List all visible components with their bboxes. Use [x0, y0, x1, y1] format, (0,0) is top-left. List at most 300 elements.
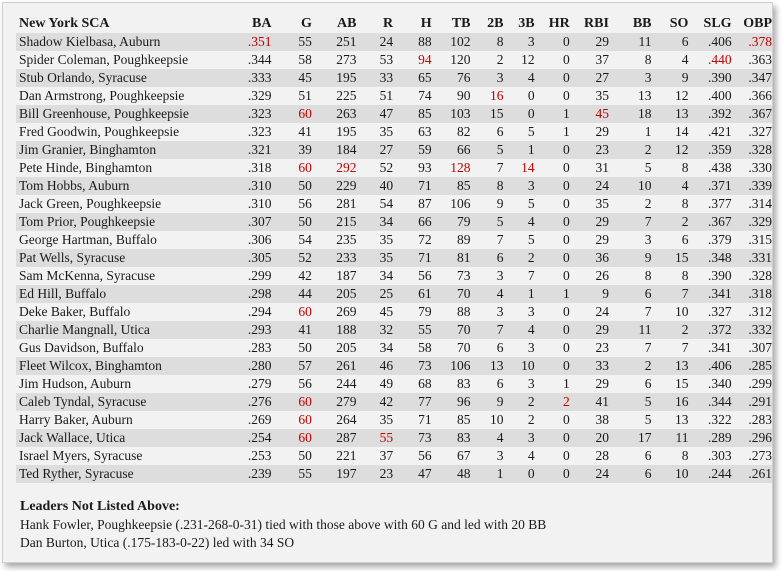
stat-cell-h: 47 — [393, 465, 432, 483]
table-row — [16, 69, 772, 87]
stat-cell-2b: 16 — [471, 87, 504, 105]
col-header: AB — [337, 16, 357, 31]
stat-cell-h: 63 — [393, 123, 432, 141]
stat-cell-rbi: 33 — [570, 357, 609, 375]
stat-cell-slg: .421 — [688, 123, 731, 141]
stat-cell-3b: 1 — [504, 141, 535, 159]
stat-cell-g: 54 — [272, 231, 312, 249]
table-row — [16, 303, 772, 321]
stat-cell-so: 8 — [652, 195, 689, 213]
stat-cell-3b: 12 — [504, 51, 535, 69]
stat-cell-h: 72 — [393, 231, 432, 249]
stat-cell-tb: 73 — [432, 267, 471, 285]
stat-cell-tb: 102 — [432, 33, 471, 51]
stat-cell-ab: 229 — [312, 177, 357, 195]
stat-cell-ba: .351 — [219, 33, 271, 51]
stat-cell-r: 45 — [356, 303, 393, 321]
stat-cell-ab: 205 — [312, 285, 357, 303]
stat-cell-tb: 48 — [432, 465, 471, 483]
stat-cell-2b: 9 — [471, 393, 504, 411]
stat-cell-3b: 14 — [504, 159, 535, 177]
stat-cell-rbi: 35 — [570, 87, 609, 105]
table-row — [16, 429, 772, 447]
stat-cell-rbi: 23 — [570, 339, 609, 357]
stat-cell-r: 35 — [356, 411, 393, 429]
stat-cell-h: 73 — [393, 357, 432, 375]
stat-cell-rbi: 29 — [570, 213, 609, 231]
player-name: Sam McKenna, Syracuse — [16, 267, 219, 285]
col-header: 3B — [518, 16, 535, 31]
stat-cell-ba: .294 — [219, 303, 271, 321]
stat-cell-ba: .254 — [219, 429, 271, 447]
stat-cell-tb: 85 — [432, 411, 471, 429]
stat-cell-slg: .406 — [688, 33, 731, 51]
batting-stats-table — [16, 15, 772, 483]
table-row — [16, 249, 772, 267]
stat-cell-2b: 7 — [471, 321, 504, 339]
stat-cell-obp: .307 — [732, 339, 772, 357]
col-header: SO — [669, 16, 689, 31]
stat-cell-slg: .359 — [688, 141, 731, 159]
table-row — [16, 159, 772, 177]
table-body — [16, 33, 772, 483]
stat-cell-g: 39 — [272, 141, 312, 159]
stat-cell-ab: 187 — [312, 267, 357, 285]
stat-cell-slg: .289 — [688, 429, 731, 447]
stat-cell-tb: 70 — [432, 285, 471, 303]
stat-cell-so: 15 — [652, 249, 689, 267]
player-name: Caleb Tyndal, Syracuse — [16, 393, 219, 411]
leaders-title: Leaders Not Listed Above: — [20, 499, 180, 514]
stat-cell-h: 88 — [393, 33, 432, 51]
stat-cell-slg: .341 — [688, 339, 731, 357]
stat-cell-hr: 0 — [535, 465, 570, 483]
player-name: Deke Baker, Buffalo — [16, 303, 219, 321]
stat-cell-ab: 184 — [312, 141, 357, 159]
stat-cell-tb: 106 — [432, 195, 471, 213]
stat-cell-2b: 3 — [471, 69, 504, 87]
table-row — [16, 465, 772, 483]
stat-cell-obp: .328 — [732, 141, 772, 159]
stat-cell-obp: .363 — [732, 51, 772, 69]
stat-cell-r: 47 — [356, 105, 393, 123]
stat-cell-slg: .341 — [688, 285, 731, 303]
stat-cell-g: 50 — [272, 447, 312, 465]
stat-cell-ab: 287 — [312, 429, 357, 447]
stat-cell-rbi: 24 — [570, 177, 609, 195]
stat-cell-3b: 3 — [504, 33, 535, 51]
col-header: R — [382, 16, 394, 31]
stat-cell-hr: 0 — [535, 69, 570, 87]
stat-cell-hr: 0 — [535, 267, 570, 285]
stat-cell-rbi: 20 — [570, 429, 609, 447]
table-row — [16, 213, 772, 231]
stat-cell-rbi: 36 — [570, 249, 609, 267]
stat-cell-ab: 279 — [312, 393, 357, 411]
table-row — [16, 339, 772, 357]
stat-cell-3b: 3 — [504, 177, 535, 195]
stat-cell-so: 13 — [652, 411, 689, 429]
stat-cell-tb: 90 — [432, 87, 471, 105]
stat-cell-ba: .321 — [219, 141, 271, 159]
stat-cell-h: 94 — [393, 51, 432, 69]
stat-cell-ab: 269 — [312, 303, 357, 321]
stat-cell-g: 55 — [272, 33, 312, 51]
stat-cell-g: 60 — [272, 303, 312, 321]
stat-cell-bb: 11 — [609, 33, 652, 51]
player-name: Jack Wallace, Utica — [16, 429, 219, 447]
stat-cell-bb: 11 — [609, 321, 652, 339]
table-row — [16, 33, 772, 51]
stat-cell-bb: 2 — [609, 141, 652, 159]
stat-cell-2b: 8 — [471, 177, 504, 195]
stat-cell-so: 13 — [652, 105, 689, 123]
stat-cell-tb: 82 — [432, 123, 471, 141]
table-row — [16, 357, 772, 375]
stat-cell-slg: .244 — [688, 465, 731, 483]
table-row — [16, 393, 772, 411]
stat-cell-slg: .372 — [688, 321, 731, 339]
stat-cell-3b: 1 — [504, 285, 535, 303]
stat-cell-rbi: 28 — [570, 447, 609, 465]
player-name: Bill Greenhouse, Poughkeepsie — [16, 105, 219, 123]
table-row — [16, 177, 772, 195]
stat-cell-bb: 2 — [609, 357, 652, 375]
stat-cell-obp: .366 — [732, 87, 772, 105]
stat-cell-ab: 273 — [312, 51, 357, 69]
col-header: H — [420, 16, 432, 31]
stat-cell-hr: 1 — [535, 123, 570, 141]
stat-cell-g: 60 — [272, 393, 312, 411]
stat-cell-tb: 76 — [432, 69, 471, 87]
stat-cell-r: 53 — [356, 51, 393, 69]
stat-cell-r: 34 — [356, 339, 393, 357]
col-header: BB — [632, 16, 652, 31]
stat-cell-obp: .318 — [732, 285, 772, 303]
stat-cell-so: 12 — [652, 141, 689, 159]
stat-cell-3b: 4 — [504, 213, 535, 231]
stat-cell-2b: 7 — [471, 231, 504, 249]
table-row — [16, 123, 772, 141]
stat-cell-h: 65 — [393, 69, 432, 87]
stat-cell-g: 50 — [272, 213, 312, 231]
stat-cell-2b: 3 — [471, 303, 504, 321]
stat-cell-h: 93 — [393, 159, 432, 177]
stat-cell-h: 59 — [393, 141, 432, 159]
stat-cell-tb: 103 — [432, 105, 471, 123]
stat-cell-rbi: 24 — [570, 303, 609, 321]
player-name: Fleet Wilcox, Binghamton — [16, 357, 219, 375]
stat-cell-obp: .327 — [732, 123, 772, 141]
stat-cell-rbi: 9 — [570, 285, 609, 303]
stat-cell-3b: 5 — [504, 231, 535, 249]
stat-cell-2b: 5 — [471, 213, 504, 231]
stat-cell-tb: 120 — [432, 51, 471, 69]
stat-cell-slg: .390 — [688, 69, 731, 87]
stat-cell-slg: .406 — [688, 357, 731, 375]
stat-cell-rbi: 27 — [570, 69, 609, 87]
stat-cell-hr: 1 — [535, 285, 570, 303]
stat-cell-r: 51 — [356, 87, 393, 105]
stat-cell-ba: .239 — [219, 465, 271, 483]
stat-cell-ba: .323 — [219, 105, 271, 123]
player-name: George Hartman, Buffalo — [16, 231, 219, 249]
stat-cell-h: 61 — [393, 285, 432, 303]
stat-cell-ba: .329 — [219, 87, 271, 105]
stat-cell-r: 46 — [356, 357, 393, 375]
stat-cell-g: 41 — [272, 123, 312, 141]
stat-cell-so: 15 — [652, 375, 689, 393]
stat-cell-rbi: 23 — [570, 141, 609, 159]
stat-cell-hr: 0 — [535, 195, 570, 213]
stat-cell-2b: 5 — [471, 141, 504, 159]
stat-cell-obp: .329 — [732, 213, 772, 231]
stat-cell-so: 12 — [652, 87, 689, 105]
player-name: Pete Hinde, Binghamton — [16, 159, 219, 177]
stat-cell-tb: 83 — [432, 429, 471, 447]
stat-cell-h: 85 — [393, 105, 432, 123]
stat-cell-r: 35 — [356, 249, 393, 267]
stat-cell-hr: 0 — [535, 33, 570, 51]
stat-cell-g: 50 — [272, 339, 312, 357]
stat-cell-3b: 3 — [504, 339, 535, 357]
stat-cell-obp: .312 — [732, 303, 772, 321]
stat-cell-g: 42 — [272, 267, 312, 285]
stat-cell-3b: 5 — [504, 195, 535, 213]
stat-cell-h: 71 — [393, 249, 432, 267]
stat-cell-ab: 292 — [312, 159, 357, 177]
table-row — [16, 267, 772, 285]
stat-cell-so: 2 — [652, 321, 689, 339]
stat-cell-bb: 5 — [609, 411, 652, 429]
stat-cell-obp: .378 — [732, 33, 772, 51]
stat-cell-h: 58 — [393, 339, 432, 357]
stat-cell-bb: 7 — [609, 339, 652, 357]
stat-cell-bb: 18 — [609, 105, 652, 123]
stat-cell-slg: .303 — [688, 447, 731, 465]
stat-cell-3b: 0 — [504, 465, 535, 483]
col-header: OBP — [743, 16, 772, 31]
stat-cell-bb: 9 — [609, 249, 652, 267]
stat-cell-slg: .400 — [688, 87, 731, 105]
stat-cell-h: 56 — [393, 267, 432, 285]
player-name: Tom Hobbs, Auburn — [16, 177, 219, 195]
col-header: SLG — [703, 16, 732, 31]
stat-cell-tb: 106 — [432, 357, 471, 375]
stat-cell-so: 8 — [652, 267, 689, 285]
stat-cell-g: 60 — [272, 411, 312, 429]
stat-cell-h: 56 — [393, 447, 432, 465]
player-name: Ed Hill, Buffalo — [16, 285, 219, 303]
stat-cell-hr: 0 — [535, 159, 570, 177]
stat-cell-3b: 3 — [504, 375, 535, 393]
stat-cell-3b: 2 — [504, 411, 535, 429]
stat-cell-h: 66 — [393, 213, 432, 231]
stat-cell-hr: 0 — [535, 303, 570, 321]
stat-cell-rbi: 29 — [570, 123, 609, 141]
stat-cell-obp: .283 — [732, 411, 772, 429]
stat-cell-so: 7 — [652, 339, 689, 357]
stat-cell-tb: 128 — [432, 159, 471, 177]
stat-cell-obp: .330 — [732, 159, 772, 177]
stats-panel — [2, 2, 773, 563]
player-name: Dan Armstrong, Poughkeepsie — [16, 87, 219, 105]
stat-cell-rbi: 31 — [570, 159, 609, 177]
stat-cell-ab: 251 — [312, 33, 357, 51]
stat-cell-r: 24 — [356, 33, 393, 51]
stat-cell-rbi: 45 — [570, 105, 609, 123]
player-name: Tom Prior, Poughkeepsie — [16, 213, 219, 231]
stat-cell-3b: 4 — [504, 447, 535, 465]
stat-cell-bb: 5 — [609, 393, 652, 411]
stat-cell-ab: 225 — [312, 87, 357, 105]
player-name: Jim Hudson, Auburn — [16, 375, 219, 393]
stat-cell-bb: 6 — [609, 375, 652, 393]
stat-cell-slg: .390 — [688, 267, 731, 285]
stat-cell-so: 6 — [652, 33, 689, 51]
col-header: BA — [252, 16, 272, 31]
stat-cell-obp: .299 — [732, 375, 772, 393]
stat-cell-hr: 0 — [535, 249, 570, 267]
stat-cell-so: 16 — [652, 393, 689, 411]
stat-cell-tb: 67 — [432, 447, 471, 465]
stat-cell-r: 34 — [356, 213, 393, 231]
stat-cell-ab: 197 — [312, 465, 357, 483]
stat-cell-g: 44 — [272, 285, 312, 303]
stat-cell-slg: .379 — [688, 231, 731, 249]
player-name: Charlie Mangnall, Utica — [16, 321, 219, 339]
stat-cell-bb: 6 — [609, 447, 652, 465]
stat-cell-r: 34 — [356, 267, 393, 285]
stat-cell-slg: .344 — [688, 393, 731, 411]
stat-cell-2b: 6 — [471, 123, 504, 141]
stat-cell-obp: .331 — [732, 249, 772, 267]
stat-cell-hr: 1 — [535, 105, 570, 123]
stat-cell-bb: 3 — [609, 69, 652, 87]
stat-cell-bb: 8 — [609, 51, 652, 69]
stat-cell-tb: 79 — [432, 213, 471, 231]
stat-cell-r: 35 — [356, 231, 393, 249]
stat-cell-h: 74 — [393, 87, 432, 105]
stat-cell-bb: 3 — [609, 231, 652, 249]
stat-cell-3b: 4 — [504, 69, 535, 87]
stat-cell-h: 55 — [393, 321, 432, 339]
stat-cell-r: 32 — [356, 321, 393, 339]
stat-cell-slg: .348 — [688, 249, 731, 267]
stat-cell-so: 4 — [652, 177, 689, 195]
stat-cell-r: 35 — [356, 123, 393, 141]
stat-cell-g: 41 — [272, 321, 312, 339]
col-header: G — [301, 16, 312, 31]
stat-cell-ba: .305 — [219, 249, 271, 267]
stat-cell-so: 7 — [652, 285, 689, 303]
stat-cell-2b: 15 — [471, 105, 504, 123]
stat-cell-hr: 0 — [535, 321, 570, 339]
stat-cell-tb: 85 — [432, 177, 471, 195]
stat-cell-g: 60 — [272, 105, 312, 123]
stat-cell-ab: 281 — [312, 195, 357, 213]
stat-cell-2b: 9 — [471, 195, 504, 213]
player-name: Israel Myers, Syracuse — [16, 447, 219, 465]
stat-cell-hr: 0 — [535, 141, 570, 159]
stat-cell-ba: .276 — [219, 393, 271, 411]
stat-cell-tb: 89 — [432, 231, 471, 249]
stat-cell-rbi: 38 — [570, 411, 609, 429]
stat-cell-g: 56 — [272, 195, 312, 213]
col-header: RBI — [584, 16, 609, 31]
stat-cell-ba: .318 — [219, 159, 271, 177]
player-name: Jack Green, Poughkeepsie — [16, 195, 219, 213]
stat-cell-g: 52 — [272, 249, 312, 267]
stat-cell-rbi: 37 — [570, 51, 609, 69]
stat-cell-hr: 0 — [535, 339, 570, 357]
stat-cell-ab: 221 — [312, 447, 357, 465]
stat-cell-tb: 96 — [432, 393, 471, 411]
stat-cell-hr: 1 — [535, 375, 570, 393]
stat-cell-obp: .347 — [732, 69, 772, 87]
table-row — [16, 87, 772, 105]
stat-cell-slg: .371 — [688, 177, 731, 195]
stat-cell-2b: 3 — [471, 447, 504, 465]
stat-cell-tb: 81 — [432, 249, 471, 267]
stat-cell-obp: .261 — [732, 465, 772, 483]
stat-cell-2b: 8 — [471, 33, 504, 51]
stat-cell-bb: 2 — [609, 195, 652, 213]
table-row — [16, 231, 772, 249]
stat-cell-ba: .279 — [219, 375, 271, 393]
stat-cell-g: 55 — [272, 465, 312, 483]
stat-cell-slg: .340 — [688, 375, 731, 393]
stat-cell-3b: 7 — [504, 267, 535, 285]
table-row — [16, 375, 772, 393]
stat-cell-ab: 235 — [312, 231, 357, 249]
stat-cell-obp: .291 — [732, 393, 772, 411]
stat-cell-2b: 10 — [471, 411, 504, 429]
stat-cell-ab: 195 — [312, 123, 357, 141]
stat-cell-tb: 83 — [432, 375, 471, 393]
stat-cell-3b: 2 — [504, 249, 535, 267]
stat-cell-2b: 4 — [471, 285, 504, 303]
stat-cell-slg: .377 — [688, 195, 731, 213]
stat-cell-tb: 66 — [432, 141, 471, 159]
stat-cell-3b: 5 — [504, 123, 535, 141]
stat-cell-hr: 0 — [535, 429, 570, 447]
stat-cell-h: 77 — [393, 393, 432, 411]
stat-cell-ab: 233 — [312, 249, 357, 267]
stat-cell-ba: .310 — [219, 195, 271, 213]
stat-cell-r: 40 — [356, 177, 393, 195]
stat-cell-2b: 6 — [471, 339, 504, 357]
stat-cell-ba: .323 — [219, 123, 271, 141]
stat-cell-h: 87 — [393, 195, 432, 213]
stat-cell-so: 10 — [652, 303, 689, 321]
stat-cell-g: 56 — [272, 375, 312, 393]
stat-cell-ba: .344 — [219, 51, 271, 69]
stat-cell-rbi: 41 — [570, 393, 609, 411]
stat-cell-bb: 13 — [609, 87, 652, 105]
stat-cell-g: 45 — [272, 69, 312, 87]
stat-cell-g: 57 — [272, 357, 312, 375]
stat-cell-h: 68 — [393, 375, 432, 393]
stat-cell-so: 10 — [652, 465, 689, 483]
stat-cell-3b: 4 — [504, 321, 535, 339]
stat-cell-ba: .306 — [219, 231, 271, 249]
stat-cell-so: 13 — [652, 357, 689, 375]
stat-cell-2b: 6 — [471, 375, 504, 393]
stat-cell-3b: 3 — [504, 429, 535, 447]
stat-cell-g: 58 — [272, 51, 312, 69]
table-row — [16, 411, 772, 429]
